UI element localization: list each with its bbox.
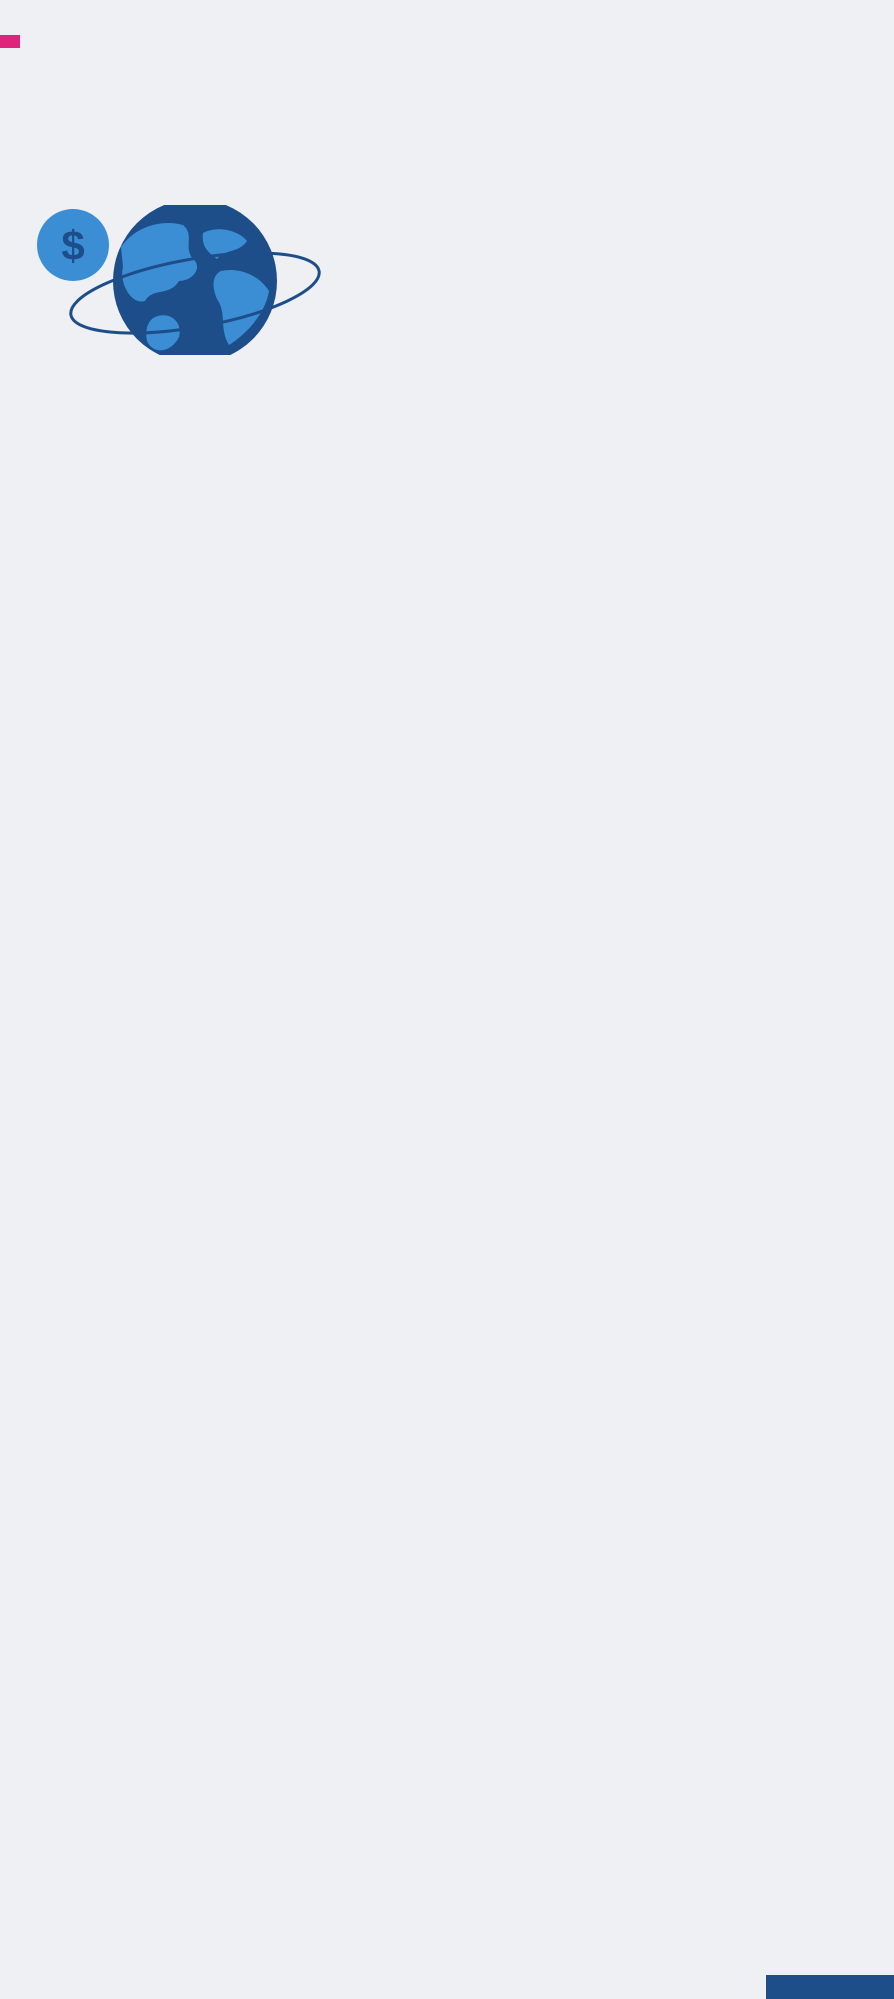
globe-dollar-icon (33, 205, 323, 355)
poder-drive-logo (762, 30, 862, 125)
burst-logo-icon (789, 30, 835, 76)
date-badge (766, 1975, 894, 1999)
svg-text:$: $ (61, 222, 85, 269)
accent-bar (0, 35, 20, 48)
